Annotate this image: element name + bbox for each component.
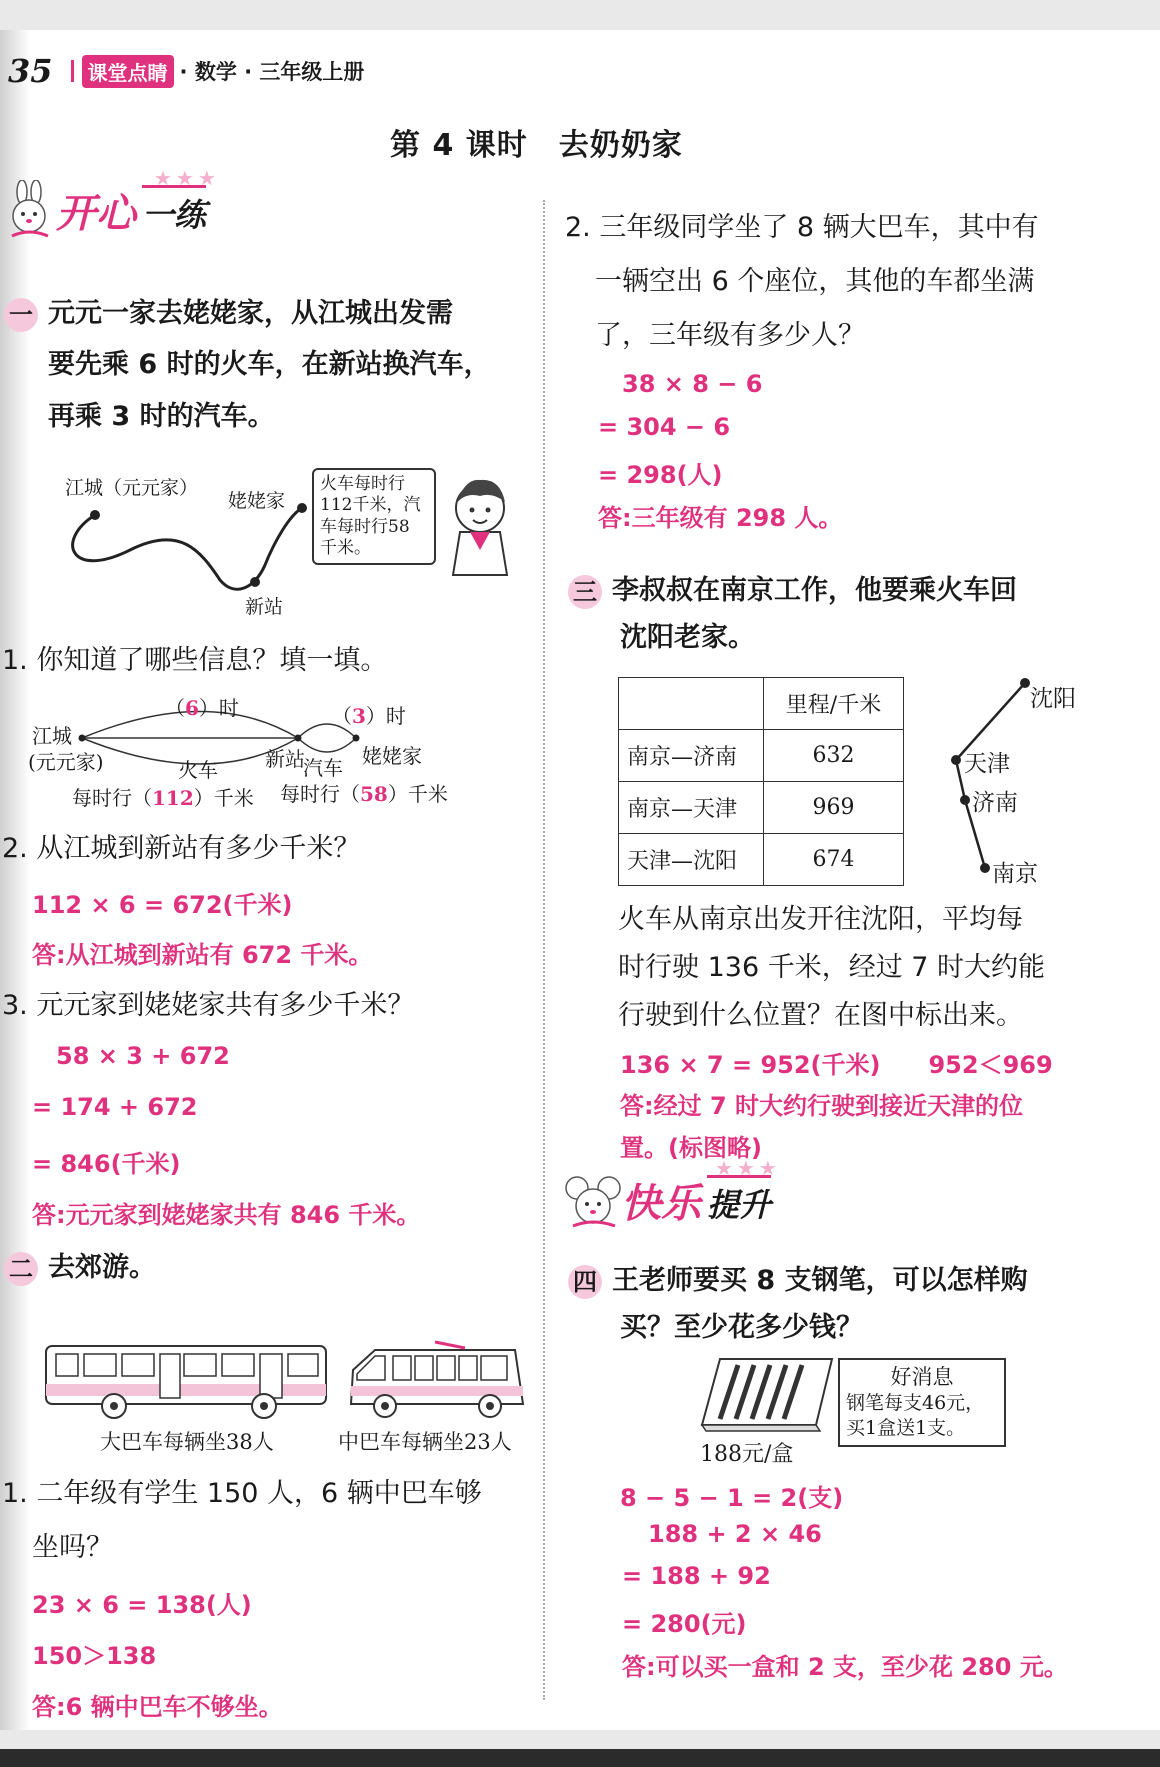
section-title-sub: 一练 [142, 185, 206, 236]
answer-line: 答:从江城到新站有 672 千米。 [32, 941, 373, 969]
place-label: 江城 [32, 724, 72, 748]
bus-caption: 大巴车每辆坐38人 [100, 1430, 274, 1454]
section-heading-improve [565, 1156, 781, 1230]
table-row [619, 730, 904, 782]
place-label: 姥姥家 [228, 490, 286, 512]
answer-value: 3 [352, 704, 366, 728]
route-cell: 南京—济南 [619, 730, 764, 782]
table-header-row [619, 678, 904, 730]
sub-question: 一辆空出 6 个座位，其他的车都坐满 [595, 266, 1035, 297]
question-badge: 二 [4, 1252, 38, 1286]
sub-question: 1. 你知道了哪些信息？填一填。 [2, 645, 388, 676]
route-diagram [30, 690, 480, 815]
bubble-text: 车每时行58 [320, 516, 410, 537]
hours-blank [332, 700, 406, 729]
sub-question: 坐吗？ [32, 1532, 113, 1563]
question-body: 火车从南京出发开往沈阳，平均每 [618, 904, 1023, 935]
answer-value: 58 [360, 782, 388, 806]
railway-map [940, 670, 1090, 890]
sub-question: 1. 二年级有学生 150 人，6 辆中巴车够 [2, 1478, 482, 1509]
boy-icon [445, 470, 515, 580]
vehicle-label: 汽车 [303, 756, 343, 780]
blank-bracket: ）时 [198, 696, 239, 720]
bubble-text: 千米。 [320, 537, 371, 558]
answer-line: 58 × 3 + 672 [56, 1042, 230, 1070]
answer-line: = 846(千米) [32, 1150, 181, 1178]
distance-cell: 674 [764, 834, 904, 886]
page-number: 35 [8, 52, 53, 90]
blank-bracket: ）千米 [387, 782, 448, 806]
page-header [8, 52, 364, 90]
answer-line: 112 × 6 = 672(千米) [32, 891, 293, 919]
stars-icon: ★★★ [154, 166, 220, 190]
place-label: 新站 [265, 747, 305, 771]
question-text: 买？至少花多少钱？ [620, 1312, 863, 1344]
question-text: 沈阳老家。 [620, 622, 755, 654]
blank-bracket: 每时行（ [280, 782, 360, 806]
question-1 [4, 288, 534, 442]
question-badge: 三 [568, 575, 602, 609]
answer-line: = 280(元) [622, 1610, 747, 1638]
sub-question: 2. 三年级同学坐了 8 辆大巴车，其中有 [565, 212, 1039, 243]
rabbit-icon [4, 180, 56, 240]
news-text: 买1盒送1支。 [846, 1416, 966, 1439]
answer-line: 23 × 6 = 138(人) [32, 1591, 252, 1619]
bubble-text: 火车每时行 [320, 474, 405, 494]
workbook-page [0, 30, 1160, 1730]
blank-bracket: （ [165, 696, 185, 720]
answer-line: 150＞138 [32, 1642, 157, 1670]
table-row [619, 782, 904, 834]
place-label: (元元家) [28, 750, 104, 774]
bottom-bar [0, 1749, 1160, 1767]
speed-blank [72, 782, 254, 811]
hours-blank [165, 692, 239, 721]
place-label: 新站 [245, 596, 284, 618]
distance-table [618, 677, 904, 886]
answer-line: 8 − 5 − 1 = 2(支) [620, 1484, 844, 1512]
section-title-sub: 提升 [707, 1175, 771, 1226]
question-text: 元元一家去姥姥家，从江城出发需 [48, 298, 453, 329]
question-text: 王老师要买 8 支钢笔，可以怎样购 [612, 1265, 1028, 1296]
answer-line: = 298(人) [598, 461, 723, 489]
section-title-main: 开心 [56, 190, 136, 237]
blank-bracket: 每时行（ [72, 786, 152, 810]
answer-line: = 174 + 672 [32, 1093, 198, 1121]
book-title: · 数学 · 三年级上册 [179, 60, 365, 84]
question-badge: 四 [568, 1265, 602, 1299]
box-price: 188元/盒 [700, 1442, 794, 1467]
answer-line: 答:可以买一盒和 2 支，至少花 280 元。 [622, 1653, 1068, 1681]
section-heading-practice [4, 166, 220, 240]
answer-value: 112 [152, 786, 194, 810]
route-cell: 天津—沈阳 [619, 834, 764, 886]
answer-line: 188 + 2 × 46 [648, 1520, 822, 1548]
sub-question: 了，三年级有多少人？ [595, 320, 865, 351]
answer-line: = 188 + 92 [622, 1562, 771, 1590]
question-text: 要先乘 6 时的火车，在新站换汽车， [48, 349, 491, 381]
route-curve [50, 470, 310, 610]
stars-icon: ★★★ [715, 1156, 781, 1180]
question-2 [4, 1242, 156, 1293]
answer-line: 38 × 8 − 6 [622, 370, 763, 398]
news-text: 钢笔每支46元， [846, 1392, 985, 1415]
sub-question: 3. 元元家到姥姥家共有多少千米？ [2, 990, 415, 1021]
sub-question: 2. 从江城到新站有多少千米？ [2, 833, 361, 864]
question-text: 再乘 3 时的汽车。 [48, 400, 275, 432]
bus-caption: 中巴车每辆坐23人 [338, 1430, 512, 1454]
blank-bracket: ）时 [365, 704, 406, 728]
section-title-main: 快乐 [621, 1180, 701, 1227]
blank-bracket: ）千米 [193, 786, 254, 810]
good-news-sign [838, 1358, 1006, 1447]
news-title: 好消息 [890, 1365, 954, 1389]
answer-value: 6 [185, 696, 199, 720]
answer-line: 答:元元家到姥姥家共有 846 千米。 [32, 1201, 421, 1229]
distance-cell: 632 [764, 730, 904, 782]
city-label: 天津 [964, 751, 1010, 777]
lesson-title: 第 4 课时 去奶奶家 [390, 128, 683, 163]
table-row [619, 834, 904, 886]
city-label: 南京 [992, 861, 1038, 887]
brand-label: 课堂点睛 [82, 55, 174, 88]
mouse-icon [565, 1170, 621, 1230]
question-3 [568, 565, 1088, 659]
answer-line: 答:三年级有 298 人。 [598, 504, 843, 532]
bubble-text: 112千米，汽 [320, 495, 421, 516]
vehicle-label: 火车 [178, 758, 218, 782]
answer-line: = 304 − 6 [598, 413, 731, 441]
route-cell: 南京—天津 [619, 782, 764, 834]
question-text: 李叔叔在南京工作，他要乘火车回 [612, 575, 1017, 606]
column-divider [543, 200, 545, 1700]
distance-cell: 969 [764, 782, 904, 834]
answer-line: 答:6 辆中巴车不够坐。 [32, 1693, 283, 1721]
speech-bubble [312, 468, 436, 565]
pen-box-icon [698, 1355, 836, 1435]
table-header-cell: 里程/千米 [764, 678, 904, 730]
mid-bus-icon [345, 1340, 530, 1420]
city-label: 济南 [972, 790, 1018, 816]
question-4 [568, 1255, 1088, 1349]
place-label: 江城（元元家） [65, 477, 199, 499]
blank-bracket: （ [332, 704, 352, 728]
question-body: 时行驶 136 千米，经过 7 时大约能 [618, 952, 1046, 983]
answer-line: 答:经过 7 时大约行驶到接近天津的位 [620, 1092, 1024, 1120]
question-body: 行驶到什么位置？在图中标出来。 [618, 1000, 1023, 1031]
answer-line: 136 × 7 = 952(千米) 952＜969 [620, 1051, 1053, 1079]
big-bus-icon [44, 1340, 330, 1420]
answer-line: 置。(标图略) [620, 1134, 762, 1162]
place-label: 姥姥家 [362, 744, 422, 768]
route-illustration [50, 470, 530, 620]
table-header-cell [619, 678, 764, 730]
question-text: 去郊游。 [48, 1252, 156, 1283]
question-badge: 一 [4, 298, 38, 332]
speed-blank [280, 778, 448, 807]
header-divider [71, 60, 74, 82]
city-label: 沈阳 [1030, 686, 1076, 712]
